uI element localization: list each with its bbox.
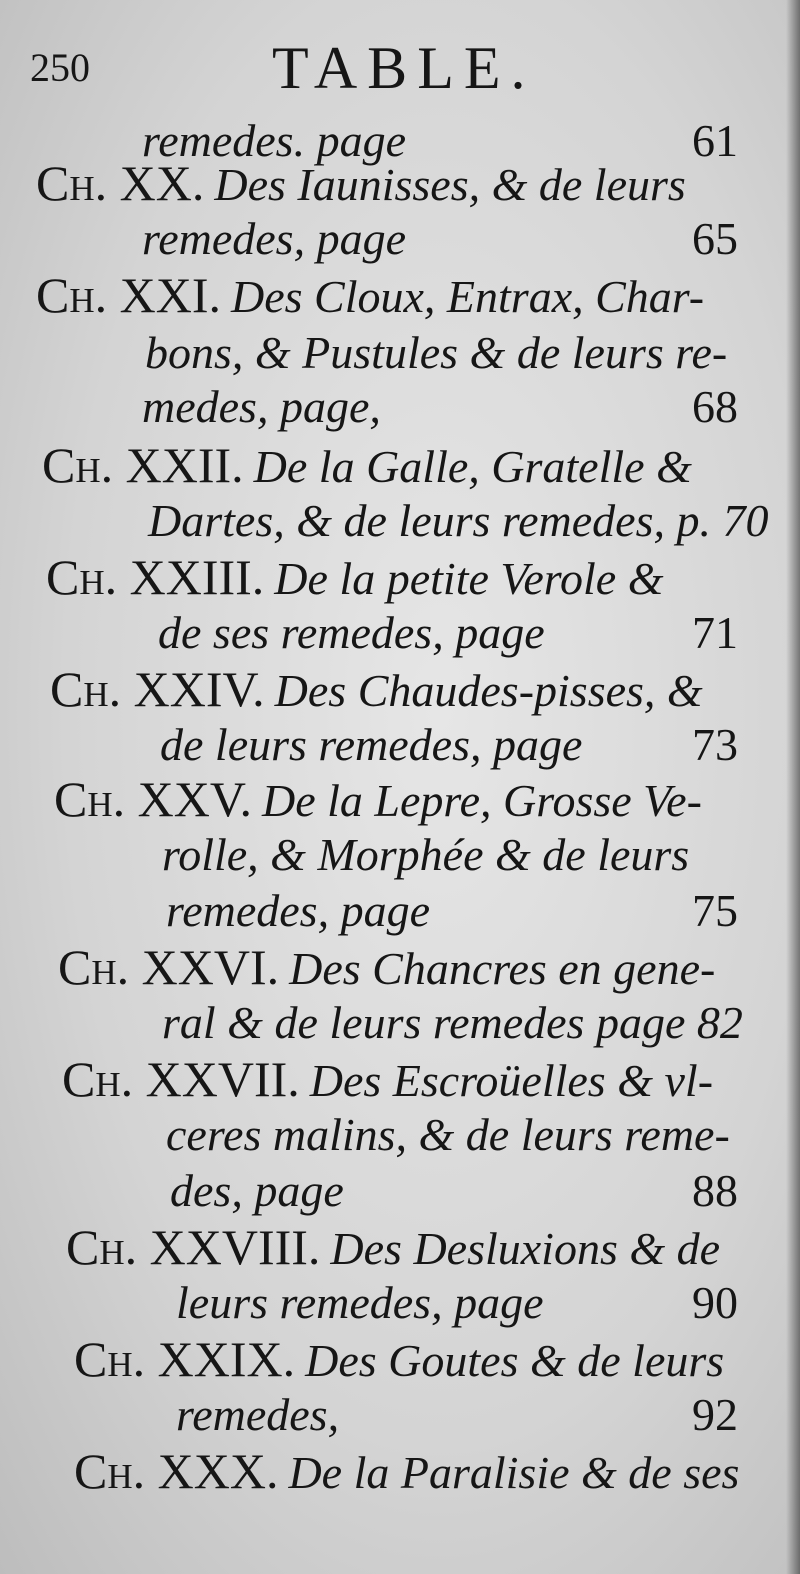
chapter-number: Ch. XXVII. (62, 1051, 300, 1107)
toc-entry-text (74, 1438, 739, 1506)
entry-title: remedes, (176, 1389, 340, 1440)
entry-page-number: 75 (692, 885, 738, 936)
entry-title: des, page (170, 1165, 344, 1216)
chapter-number: Ch. XXV. (54, 771, 253, 827)
chapter-number: Ch. XXVIII. (66, 1219, 321, 1275)
entry-title: remedes, page (166, 885, 430, 936)
chapter-number: Ch. XXVI. (58, 939, 280, 995)
chapter-number: Ch. XX. (36, 155, 205, 211)
entry-title: De la Lepre, Grosse Ve- (262, 775, 702, 826)
entry-title: Dartes, & de leurs remedes, p. 70 (148, 495, 769, 546)
entry-page-number: 90 (692, 1277, 738, 1328)
running-head: TABLE. (272, 35, 536, 101)
entry-title: Des Chancres en gene- (289, 943, 716, 994)
entry-title: De la petite Verole & (274, 553, 664, 604)
entry-page-number: 68 (692, 381, 738, 432)
entry-title: ral & de leurs remedes page 82 (162, 997, 743, 1048)
entry-title: bons, & Pustules & de leurs re- (145, 327, 728, 378)
entry-page-number: 92 (692, 1389, 738, 1440)
entry-title: medes, page, (142, 381, 381, 432)
chapter-number: Ch. XXI. (36, 267, 221, 323)
entry-page-number: 73 (692, 719, 738, 770)
chapter-number: Ch. XXIV. (50, 661, 265, 717)
toc-continuation-line (142, 374, 738, 440)
entry-page-number: 71 (692, 607, 738, 658)
entry-title: remedes. page (142, 115, 406, 166)
toc-chapter-line (36, 262, 738, 328)
page-gutter-shadow (786, 0, 800, 1574)
page-number: 250 (30, 45, 90, 90)
entry-title: De la Galle, Gratelle & (253, 441, 692, 492)
entry-title: ceres malins, & de leurs reme- (166, 1109, 730, 1160)
toc-entry-text (142, 374, 381, 440)
entry-title: de leurs remedes, page (160, 719, 583, 770)
chapter-number: Ch. XXX. (74, 1443, 279, 1499)
entry-title: leurs remedes, page (176, 1277, 544, 1328)
entry-title: Des Chaudes-pisses, & (274, 665, 703, 716)
entry-page-number: 61 (692, 115, 738, 166)
chapter-number: Ch. XXIII. (46, 549, 265, 605)
toc-chapter-line (74, 1438, 738, 1504)
entry-title: rolle, & Morphée & de leurs (162, 829, 690, 880)
entry-title: De la Paralisie & de ses (288, 1447, 740, 1498)
entry-title: Des Goutes & de leurs (305, 1335, 725, 1386)
chapter-number: Ch. XXII. (42, 437, 244, 493)
entry-page-number: 88 (692, 1165, 738, 1216)
entry-title: de ses remedes, page (158, 607, 545, 658)
entry-title: Des Desluxions & de (330, 1223, 721, 1274)
entry-title: Des Iaunisses, & de leurs (214, 159, 686, 210)
chapter-number: Ch. XXIX. (74, 1331, 296, 1387)
entry-title: remedes, page (142, 213, 406, 264)
entry-title: Des Escroüelles & vl- (309, 1055, 714, 1106)
entry-page-number: 65 (692, 213, 738, 264)
entry-title: Des Cloux, Entrax, Char- (231, 271, 705, 322)
